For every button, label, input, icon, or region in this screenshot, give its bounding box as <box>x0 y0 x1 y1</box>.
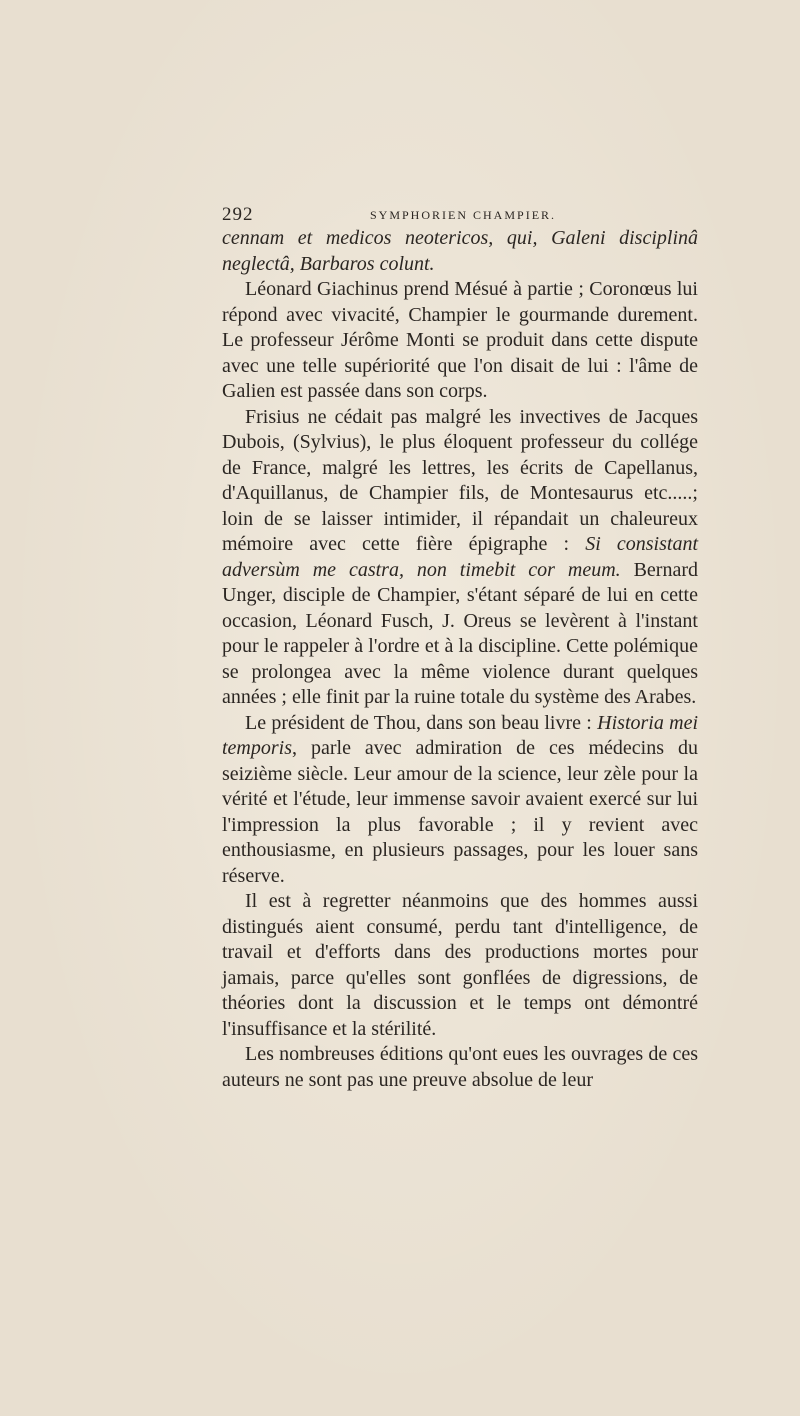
paragraph <box>222 889 698 1042</box>
text-segment: cennam et medicos neotericos, qui, Galeni disciplinâ neglectâ, Barbaros colunt. <box>222 227 698 275</box>
text-segment: Il est à regretter néanmoins que des hommes aussi distingués aient consumé, perdu tant d'intelligence, de travail et d'efforts dans des productions mortes pour jamais, parce qu'elles sont gonflées de digressions, de théories dont la discussion et le temps ont démontré l'insuffisance et la stérilité. <box>222 890 698 1040</box>
paragraph <box>222 1042 698 1093</box>
text-segment: Léonard Giachinus prend Mésué à partie ; Coronœus lui répond avec vivacité, Champier le gourmande durement. Le professeur Jérôme Monti se produit dans cette dispute avec une telle supériorité que l'on disait de lui : l'âme de Galien est passée dans son corps. <box>222 278 698 402</box>
text-segment: Les nombreuses éditions qu'ont eues les ouvrages de ces auteurs ne sont pas une preuve absolue de leur <box>222 1043 698 1091</box>
book-title-italic: Historia mei temporis <box>222 711 699 759</box>
text-segment: Le président de Thou, dans son beau livre : <box>245 711 598 734</box>
page-number: 292 <box>222 204 254 225</box>
text-segment: Bernard Unger, disciple de Champier, s'étant séparé de lui en cette occasion, Léonard Fusch, J. Oreus se levèrent à l'instant pour le rappeler à l'ordre et à la discipline. Cette polémique se prolongea avec la même violence durant quelques années ; elle finit par la ruine totale du système des Arabes. <box>222 558 698 708</box>
text-segment: , parle avec admiration de ces médecins du seizième siècle. Leur amour de la science, leur zèle pour la vérité et l'étude, leur immense savoir avaient exercé sur lui l'impression la plus favorable ; il y revient avec enthousiasme, en plusieurs passages, pour les louer sans réserve. <box>222 737 698 887</box>
running-head: SYMPHORIEN CHAMPIER. <box>370 208 557 222</box>
epigraph-italic: Si consistant adversùm me castra, non timebit cor meum. <box>222 533 699 581</box>
text-segment: Frisius ne cédait pas malgré les invectives de Jacques Dubois, (Sylvius), le plus éloquent professeur du collége de France, malgré les lettres, les écrits de Capellanus, d'Aquillanus, de Champier fils, de Montesaurus etc.....; loin de se laisser intimider, il répandait un chaleureux mémoire avec cette fière épigraphe : <box>222 405 698 555</box>
page-header <box>222 204 698 228</box>
paragraph <box>222 277 698 405</box>
paragraph <box>222 405 698 711</box>
paragraph <box>222 226 698 277</box>
paragraph <box>222 711 698 890</box>
body-text <box>222 226 698 1093</box>
